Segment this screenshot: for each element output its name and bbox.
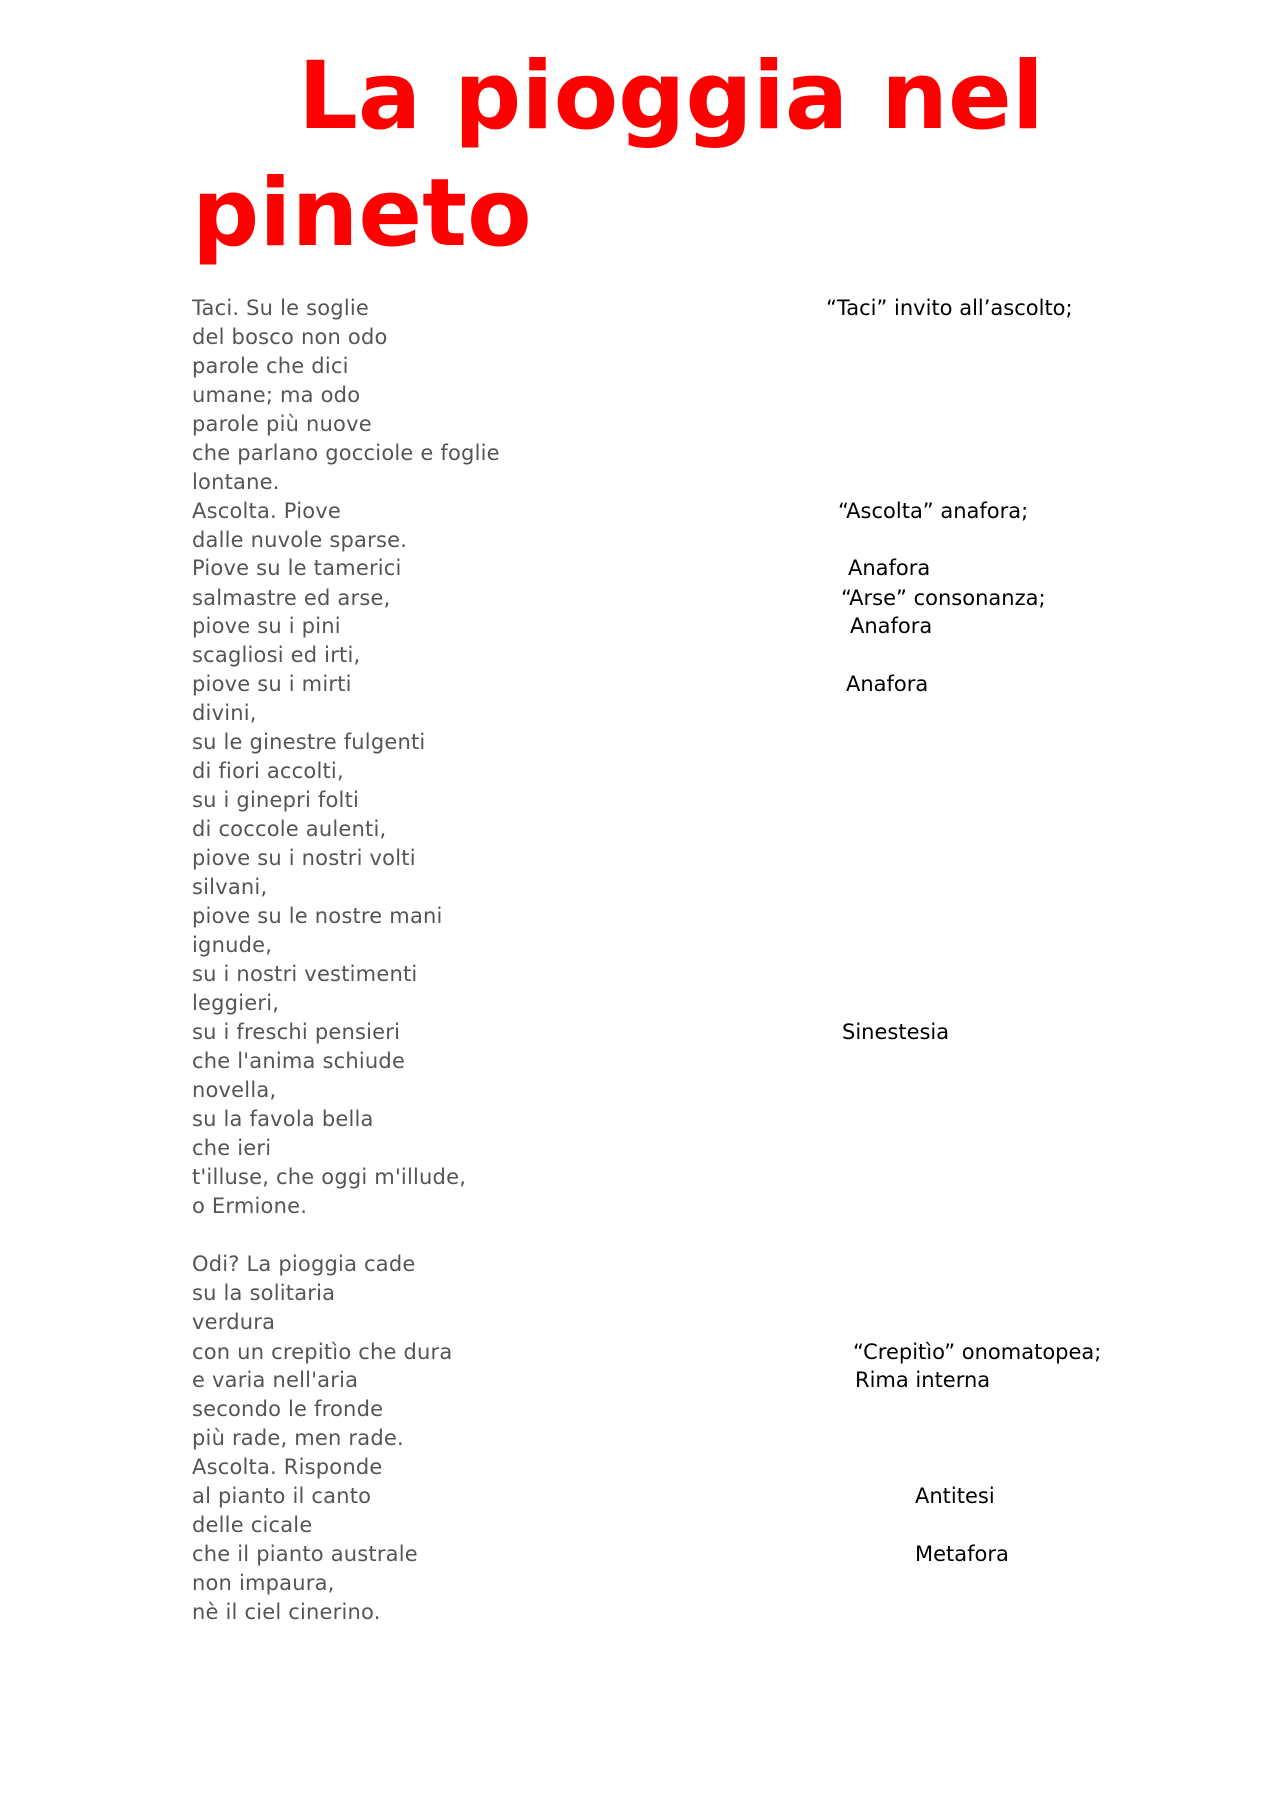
annotation: Anafora — [850, 614, 933, 638]
poem-line: lontane. — [192, 470, 280, 494]
poem-line: piove su le nostre mani — [192, 904, 443, 928]
annotation: “Arse” consonanza; — [841, 586, 1046, 610]
poem-line: con un crepitìo che dura — [192, 1340, 453, 1364]
poem-line: che parlano gocciole e foglie — [192, 441, 500, 465]
poem-line: scagliosi ed irti, — [192, 643, 361, 667]
title-line-1: La pioggia nel — [298, 42, 1044, 151]
poem-line: al pianto il canto — [192, 1484, 372, 1508]
poem-line: silvani, — [192, 875, 268, 899]
poem-line: Piove su le tamerici — [192, 556, 402, 580]
poem-line: piove su i mirti — [192, 672, 352, 696]
poem-line: su le ginestre fulgenti — [192, 730, 426, 754]
poem-line: Odi? La pioggia cade — [192, 1252, 416, 1276]
annotation: “Crepitìo” onomatopea; — [853, 1340, 1102, 1364]
poem-line: più rade, men rade. — [192, 1426, 404, 1450]
poem-line: su i ginepri folti — [192, 788, 360, 812]
poem-line: su la solitaria — [192, 1281, 336, 1305]
poem-line: del bosco non odo — [192, 325, 388, 349]
poem-line: Ascolta. Risponde — [192, 1455, 383, 1479]
poem-line: Ascolta. Piove — [192, 499, 342, 523]
annotation: Sinestesia — [842, 1020, 950, 1044]
annotation: Metafora — [915, 1542, 1009, 1566]
poem-line: leggieri, — [192, 991, 280, 1015]
poem-line: su i freschi pensieri — [192, 1020, 401, 1044]
poem-line: nè il ciel cinerino. — [192, 1600, 381, 1624]
poem-line: ignude, — [192, 933, 273, 957]
poem-line: che il pianto australe — [192, 1542, 418, 1566]
poem-line: novella, — [192, 1078, 277, 1102]
poem-line: o Ermione. — [192, 1194, 308, 1218]
poem-line: su la favola bella — [192, 1107, 374, 1131]
poem-line: parole più nuove — [192, 412, 372, 436]
poem-line: che ieri — [192, 1136, 272, 1160]
annotation: “Taci” invito all’ascolto; — [826, 296, 1073, 320]
poem-line: divini, — [192, 701, 257, 725]
poem-line: parole che dici — [192, 354, 349, 378]
poem-line: su i nostri vestimenti — [192, 962, 418, 986]
annotation: Antitesi — [915, 1484, 995, 1508]
poem-line: t'illuse, che oggi m'illude, — [192, 1165, 467, 1189]
poem-line: delle cicale — [192, 1513, 313, 1537]
poem-line: di coccole aulenti, — [192, 817, 387, 841]
poem-line: secondo le fronde — [192, 1397, 384, 1421]
annotation: Rima interna — [855, 1368, 991, 1392]
poem-line: non impaura, — [192, 1571, 335, 1595]
poem-line: di fiori accolti, — [192, 759, 344, 783]
poem-line: piove su i pini — [192, 614, 341, 638]
poem-line: che l'anima schiude — [192, 1049, 406, 1073]
poem-line: dalle nuvole sparse. — [192, 528, 408, 552]
poem-line: Taci. Su le soglie — [192, 296, 370, 320]
poem-line: verdura — [192, 1310, 276, 1334]
poem-line: umane; ma odo — [192, 383, 361, 407]
annotation: Anafora — [848, 556, 931, 580]
poem-line: e varia nell'aria — [192, 1368, 359, 1392]
title-line-2: pineto — [192, 159, 532, 268]
document-title — [192, 38, 1192, 272]
poem-line: piove su i nostri volti — [192, 846, 416, 870]
annotation: Anafora — [846, 672, 929, 696]
annotation: “Ascolta” anafora; — [838, 499, 1029, 523]
poem-line: salmastre ed arse, — [192, 586, 391, 610]
